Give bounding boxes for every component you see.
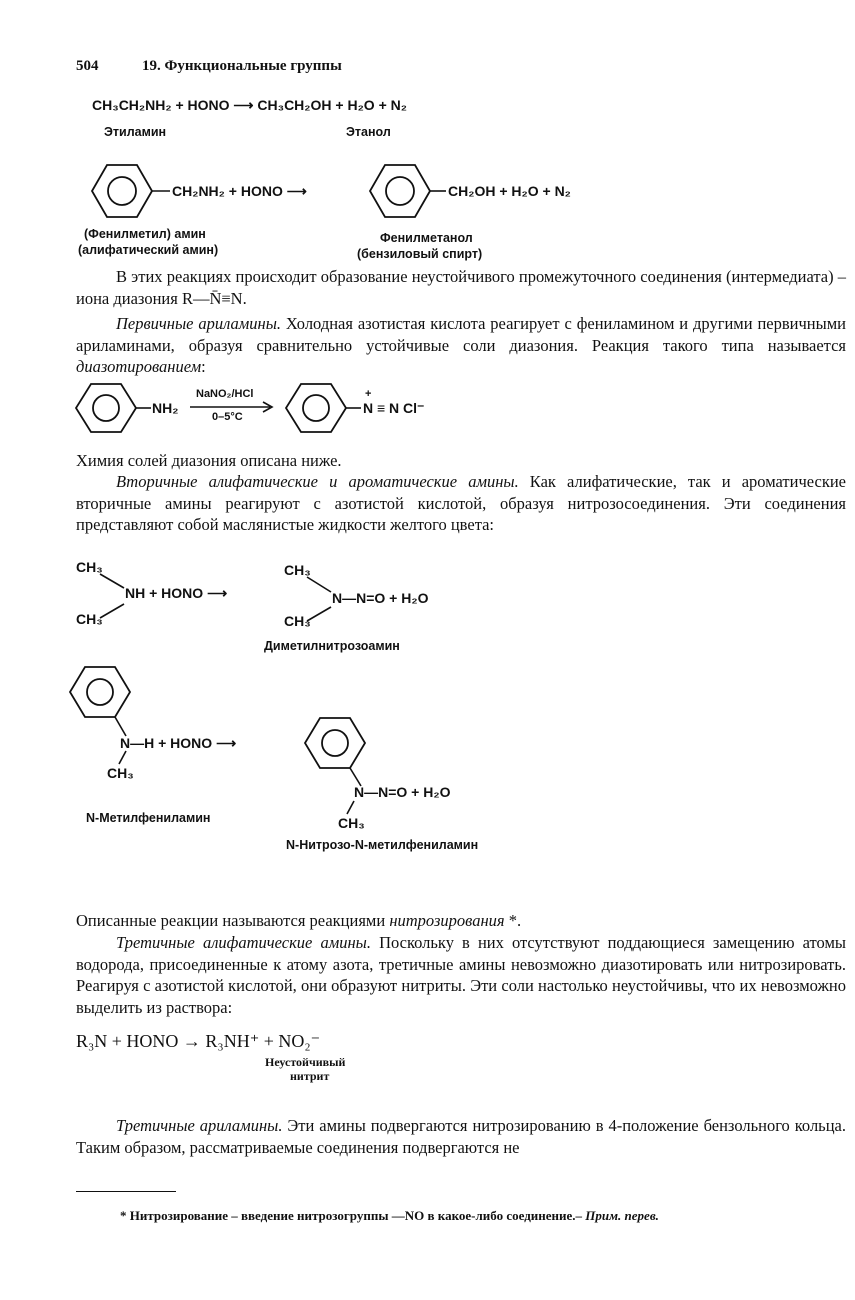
reaction3-reagent-top: NaNO₂/HCl xyxy=(196,388,254,400)
chapter-title: 19. Функциональные группы xyxy=(142,58,342,74)
reaction3-reagent-bottom: 0–5°C xyxy=(212,411,243,423)
reaction2-left: CH₂NH₂ + HONO ⟶ xyxy=(172,183,307,199)
term-tertiary-aliphatic: Третичные алифатические амины. xyxy=(116,933,371,952)
benzene-ring-r3-left xyxy=(76,384,151,432)
reaction3-reactant: NH₂ xyxy=(152,400,179,416)
reaction4-left: NH + HONO ⟶ xyxy=(125,585,228,601)
bond-r4-1 xyxy=(100,574,124,588)
r4-ch3-3: CH₃ xyxy=(284,562,311,578)
paragraph-diazonium-intro: В этих реакциях происходит образование неустойчивого промежуточного соединения (интермедиата) – иона диазония R—N̄≡N. xyxy=(76,267,846,308)
bond-r4-3 xyxy=(307,577,331,592)
bond-r5-4 xyxy=(347,801,354,814)
benzene-ring-r2-left xyxy=(92,165,170,217)
r4-ch3-4: CH₃ xyxy=(284,613,311,629)
reaction6-label-2: нитрит xyxy=(290,1069,330,1083)
footnote: * Нитрозирование – введение нитрозогруппы —NO в какое-либо соединение.– Прим. перев. xyxy=(120,1208,659,1223)
reaction2-right: CH₂OH + H₂O + N₂ xyxy=(448,183,571,199)
reaction2-reactant-name-1: (Фенилметил) амин xyxy=(84,227,206,241)
reaction1-product-name: Этанол xyxy=(346,125,391,139)
paragraph-primary-arylamines: Первичные ариламины. Холодная азотистая кислота реагирует с фениламином и другими первичными ариламинами, образуя сравнительно устойчивые соли диазония. Реакция такого типа называется диазотированием: xyxy=(76,314,846,377)
reaction5-reactant-name: N-Метилфениламин xyxy=(86,811,211,825)
reaction6-equation: R₃N + HONO → R₃NH⁺ + NO₂⁻ xyxy=(76,1031,321,1051)
reaction5-product-name: N-Нитрозо-N-метилфениламин xyxy=(286,838,479,852)
reaction2-product-name-1: Фенилметанол xyxy=(380,231,473,245)
benzene-ring-r5-right xyxy=(305,718,365,768)
r5-ch3-1: CH₃ xyxy=(107,765,134,781)
reaction2-reactant-name-2: (алифатический амин) xyxy=(78,243,219,257)
reaction4-product-name: Диметилнитрозоамин xyxy=(264,639,400,653)
term-diazotization: диазотированием xyxy=(76,357,202,377)
benzene-ring-r5-left xyxy=(70,667,130,717)
bond-r4-2 xyxy=(100,604,124,618)
benzene-ring-r2-right xyxy=(370,165,446,217)
paragraph-secondary-amines: Вторичные алифатические и ароматические амины. Как алифатические, так и ароматические вторичные амины реагируют с азотистой кислотой, образуя нитрозосоединения. Эти соединения представляют собой маслянистые жидкости желтого цвета: xyxy=(76,472,847,535)
reaction2-product-name-2: (бензиловый спирт) xyxy=(357,247,483,261)
term-nitrosation: нитрозирования xyxy=(389,911,505,930)
footnote-note: Прим. перев. xyxy=(585,1208,659,1223)
paragraph-nitrosation: Описанные реакции называются реакциями нитрозирования *. xyxy=(76,911,522,930)
reaction3-charge: + xyxy=(365,388,372,400)
term-primary-arylamines: Первичные ариламины. xyxy=(116,314,282,333)
paragraph-tertiary-aliphatic: Третичные алифатические амины. Поскольку в них отсутствуют поддающиеся замещению атомы водорода, присоединенные к атому азота, третичные амины невозможно диазотировать или нитрозировать. Реагируя с азотистой кислотой, они образуют нитриты. Эти соли настолько неустойчивы, что их невозможно выделить из раствора: xyxy=(76,933,846,1018)
term-tertiary-arylamines: Третичные ариламины. xyxy=(116,1116,283,1135)
bond-r5-1 xyxy=(115,717,126,736)
page-number: 504 xyxy=(76,58,99,74)
reaction5-left: N—H + HONO ⟶ xyxy=(120,735,237,751)
paragraph-diazonium-chemistry: Химия солей диазония описана ниже. xyxy=(76,451,342,470)
bond-r5-2 xyxy=(119,751,126,764)
r5-ch3-2: CH₃ xyxy=(338,815,365,831)
reaction6-label-1: Неустойчивый xyxy=(265,1055,346,1069)
r4-ch3-1: CH₃ xyxy=(76,559,103,575)
paragraph-tertiary-arylamines: Третичные ариламины. Эти амины подвергаются нитрозированию в 4-положение бензольного кольца. Таким образом, рассматриваемые соединения подвергаются не xyxy=(76,1116,846,1157)
reaction3-product: N ≡ N Cl⁻ xyxy=(363,400,425,416)
reaction4-right: N—N=O + H₂O xyxy=(332,590,429,606)
reaction1-reactant-name: Этиламин xyxy=(104,125,167,139)
reaction5-right: N—N=O + H₂O xyxy=(354,784,451,800)
term-secondary-amines: Вторичные алифатические и ароматические амины. xyxy=(116,472,519,491)
reaction1-equation: CH₃CH₂NH₂ + HONO ⟶ CH₃CH₂OH + H₂O + N₂ xyxy=(92,97,407,113)
r4-ch3-2: CH₃ xyxy=(76,611,103,627)
footnote-divider xyxy=(76,1191,176,1192)
benzene-ring-r3-right xyxy=(286,384,361,432)
